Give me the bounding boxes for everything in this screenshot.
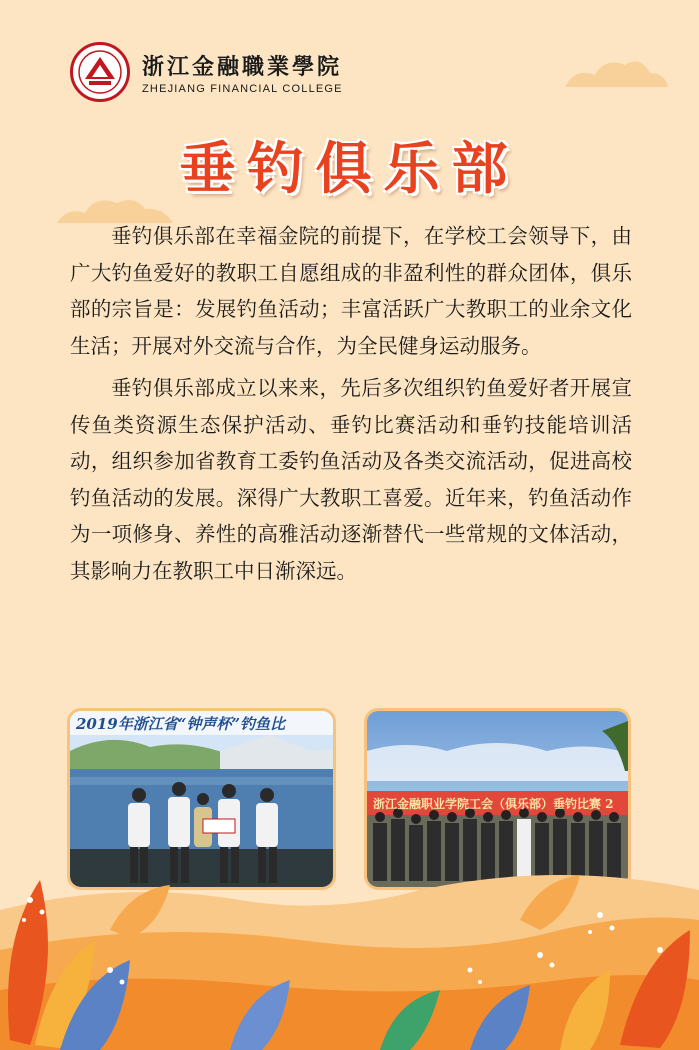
college-emblem-icon [70, 42, 130, 102]
photo1-banner-text: 2019年浙江省“钟声杯”钓鱼比 [76, 715, 286, 733]
description [70, 218, 632, 589]
college-logo [70, 42, 343, 102]
cloud-decoration-top-right [560, 55, 670, 91]
paragraph-intro: 垂钓俱乐部在幸福金院的前提下，在学校工会领导下，由广大钓鱼爱好的教职工自愿组成的非盈利性的群众团体，俱乐部的宗旨是：发展钓鱼活动；丰富活跃广大教职工的业余文化生活；开展对外交流与合作，为全民健身运动服务。 [70, 224, 632, 358]
college-name-cn: 浙江金融職業學院 [142, 53, 343, 80]
paragraph-history: 垂钓俱乐部成立以来来，先后多次组织钓鱼爱好者开展宣传鱼类资源生态保护活动、垂钓比赛活动和垂钓技能培训活动，组织参加省教育工委钓鱼活动及各类交流活动，促进高校钓鱼活动的发展。深得广大教职工喜爱。近年来，钓鱼活动作为一项修身、养性的高雅活动逐渐替代一些常规的文体活动，其影响力在教职工中日渐深远。 [70, 376, 632, 583]
bottom-leaf-decoration [0, 820, 699, 1050]
photo2-banner-text: 浙江金融职业学院工会（俱乐部）垂钓比赛 2 [373, 797, 614, 811]
college-name [142, 50, 343, 95]
college-name-en: ZHEJIANG FINANCIAL COLLEGE [142, 82, 343, 95]
page-title: 垂钓俱乐部 [179, 136, 520, 202]
